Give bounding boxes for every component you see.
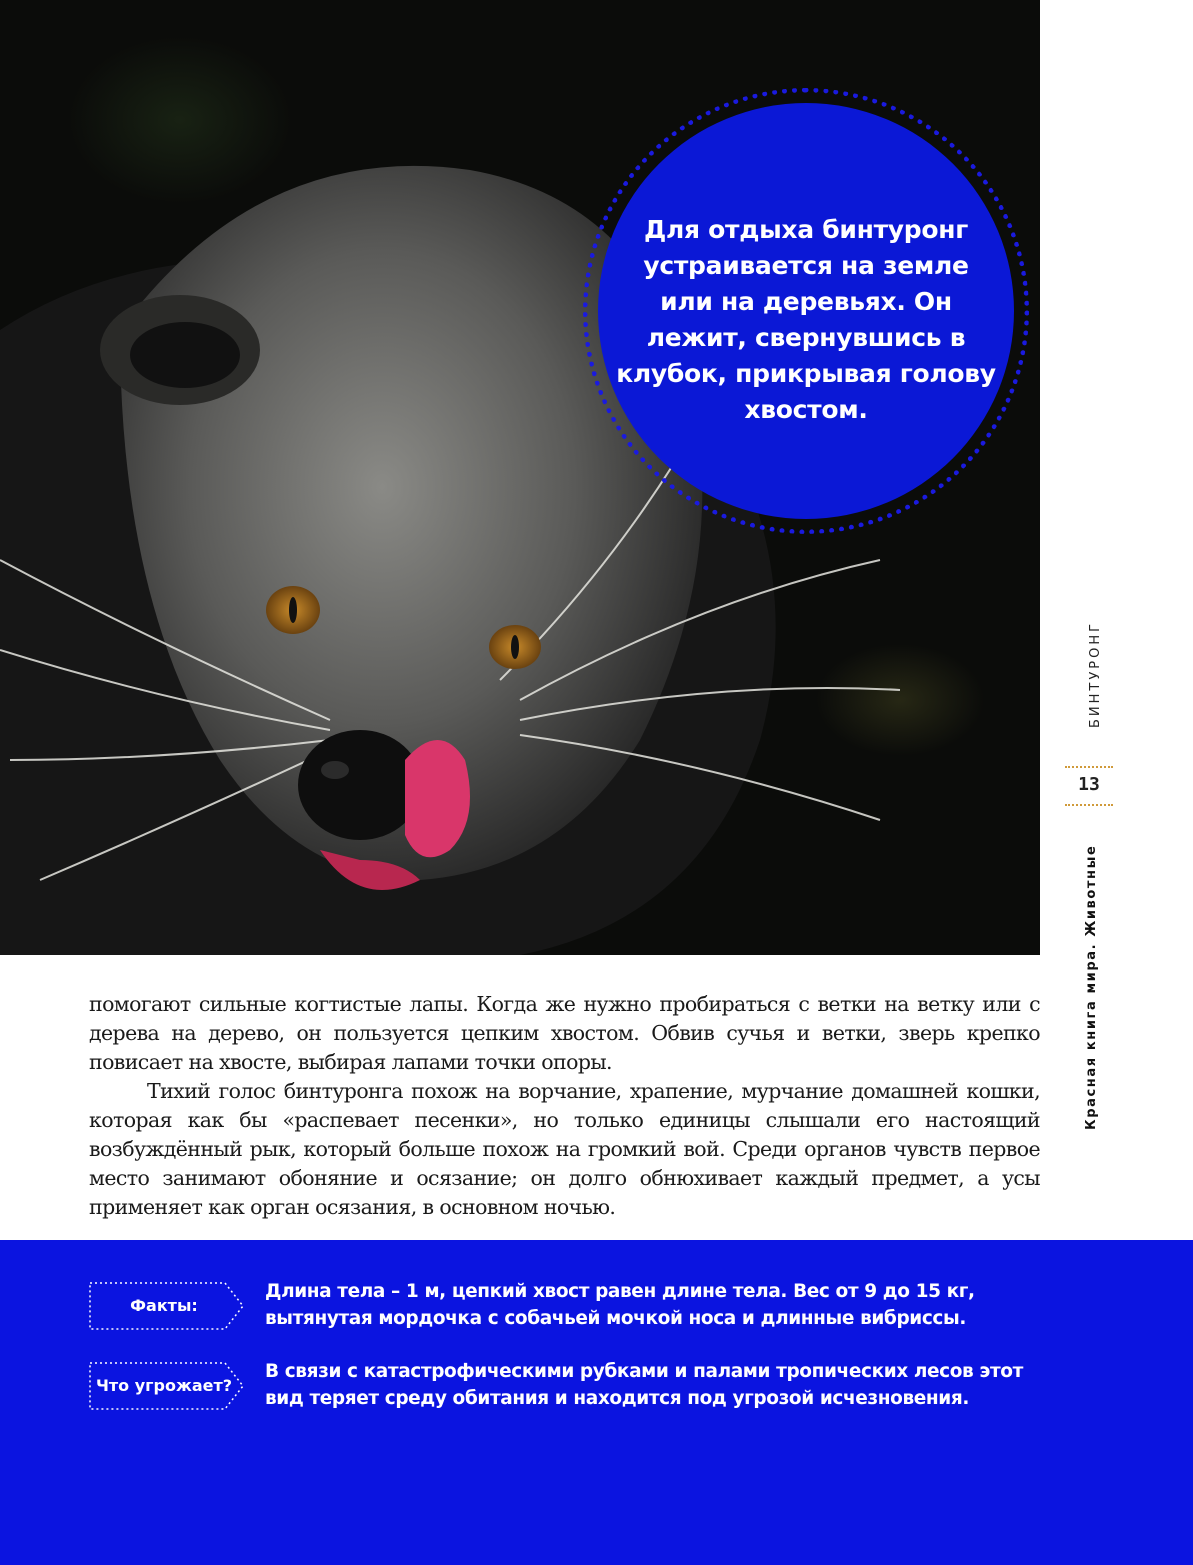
sidebar: [1040, 0, 1193, 1240]
paragraph-2: Тихий голос бинтуронга похож на ворчание, храпение, мурчание домашней кошки, которая как бы «распевает песенки», но только единицы слышали его настоящий возбуждённый рык, который больше похож на громкий вой. Среди органов чувств первое место занимают обоняние и осязание; он долго обнюхивает каждый предмет, а усы применяет как орган осязания, в основном ночью.: [89, 1079, 1040, 1219]
threat-label: Что угрожает?: [95, 1375, 233, 1395]
divider-dots-top: [1065, 766, 1113, 768]
article-body: [89, 990, 1040, 1222]
caption-bubble-text: Для отдыха бинтуронг устраивается на земле или на деревьях. Он лежит, свернувшись в клубок, прикрывая голову хвостом.: [616, 215, 996, 424]
threat-text: В связи с катастрофическими рубками и палами тропических лесов этот вид теряет среду обитания и находится под угрозой исчезновения.: [265, 1361, 1023, 1409]
facts-label: Факты:: [130, 1295, 198, 1315]
caption-bubble: [598, 103, 1014, 519]
divider-dots-bottom: [1065, 804, 1113, 806]
page-number: 13: [1078, 774, 1100, 795]
facts-tag: [89, 1282, 239, 1328]
threat-tag: [89, 1362, 239, 1408]
book-title: Красная книга мира. Животные: [1084, 844, 1099, 1130]
info-band: [0, 1240, 1193, 1565]
paragraph-1: помогают сильные когтистые лапы. Когда же нужно пробираться с ветки на ветку или с дерева на дерево, он пользуется цепким хвостом. Обвив сучья и ветки, зверь крепко повисает на хвосте, выбирая лапами точки опоры.: [89, 992, 1040, 1074]
facts-text: Длина тела – 1 м, цепкий хвост равен длине тела. Вес от 9 до 15 кг, вытянутая мордочка с собачьей мочкой носа и длинные вибриссы.: [265, 1281, 975, 1329]
section-name: БИНТУРОНГ: [1088, 620, 1103, 728]
